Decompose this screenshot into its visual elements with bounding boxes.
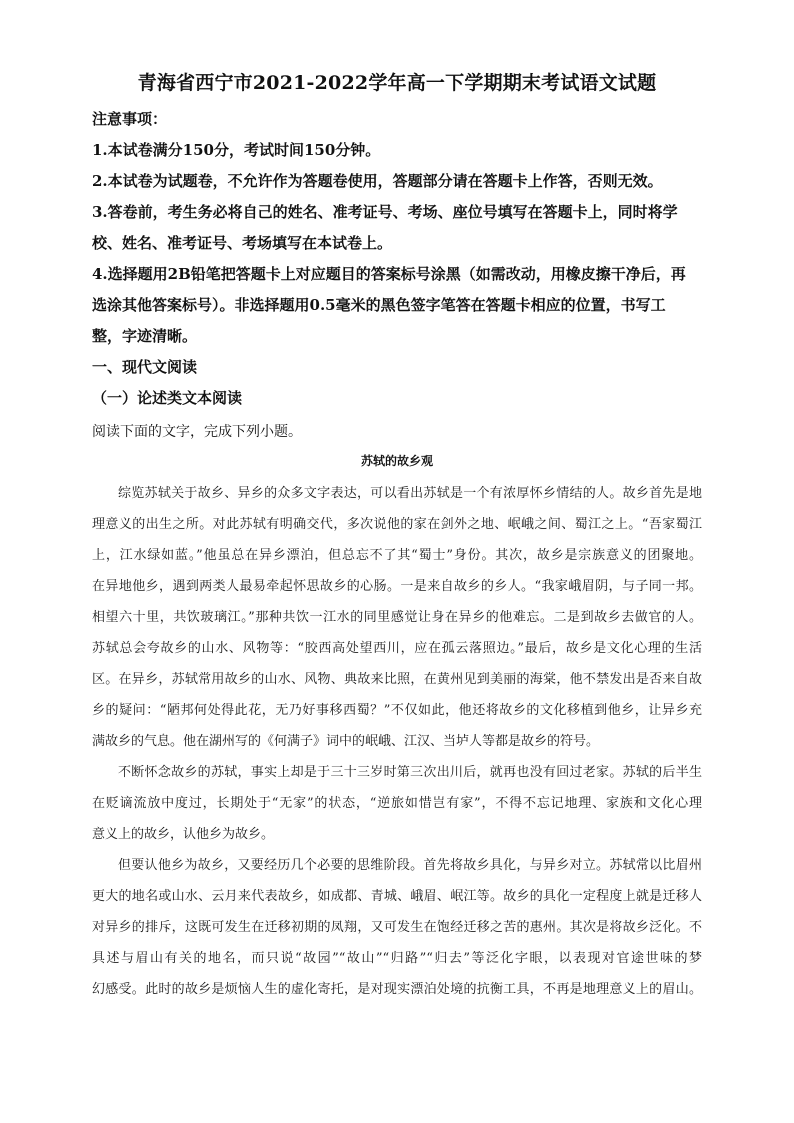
note-item: 4.选择题用2B铅笔把答题卡上对应题目的答案标号涂黑（如需改动，用橡皮擦干净后，再 xyxy=(92,265,686,283)
exam-notes xyxy=(92,104,712,414)
body-line: 满故乡的气息。他在湖州写的《何满子》词中的岷峨、江汉、当垆人等都是故乡的符号。 xyxy=(92,734,600,749)
body-line: 苏轼总会夸故乡的山水、风物等：“胶西高处望西川，应在孤云落照边。”最后，故乡是文化心理的生活 xyxy=(92,641,702,656)
body-line: 理意义的出生之所。对此苏轼有明确交代，多次说他的家在剑外之地、岷峨之间、蜀江之上。“吾家蜀江 xyxy=(92,517,702,532)
body-line: 乡的疑问：“陋邦何处得此花，无乃好事移西蜀？”不仅如此，他还将故乡的文化移植到他乡，让异乡充 xyxy=(92,703,702,718)
subsection-heading: （一）论述类文本阅读 xyxy=(92,389,243,407)
body-line: 上，江水绿如蓝。”他虽总在异乡漂泊，但总忘不了其“蜀士”身份。其次，故乡是宗族意义的团聚地。 xyxy=(92,548,702,563)
article-title: 苏轼的故乡观 xyxy=(360,454,433,468)
article-body xyxy=(92,478,702,1005)
body-line: 相望六十里，共饮玻璃江。”那种共饮一江水的同里感觉让身在异乡的他难忘。二是到故乡去做官的人。 xyxy=(92,610,702,625)
reading-instruction: 阅读下面的文字，完成下列小题。 xyxy=(92,424,302,440)
note-item: 1.本试卷满分150分，考试时间150分钟。 xyxy=(92,141,381,159)
body-line: 幻感受。此时的故乡是烦恼人生的虚化寄托，是对现实漂泊处境的抗衡工具，不再是地理意义上的眉山。 xyxy=(92,982,702,997)
page-title: 青海省西宁市2021-2022学年高一下学期期末考试语文试题 xyxy=(137,72,657,94)
note-item: 整，字迹清晰。 xyxy=(92,327,198,345)
section-heading: 一、现代文阅读 xyxy=(92,358,198,376)
body-line: 但要认他乡为故乡，又要经历几个必要的思维阶段。首先将故乡具化，与异乡对立。苏轼常以比眉州 xyxy=(118,858,702,873)
body-line: 区。在异乡，苏轼常用故乡的山水、风物、典故来比照，在黄州见到美丽的海棠，他不禁发出是否来自故 xyxy=(92,672,702,687)
body-line: 具述与眉山有关的地名，而只说“故园”“故山”“归路”“归去”等泛化字眼，以表现对官途世味的梦 xyxy=(92,951,702,966)
notes-heading: 注意事项： xyxy=(92,110,168,128)
body-line: 更大的地名或山水、云月来代表故乡，如成都、青城、峨眉、岷江等。故乡的具化一定程度上就是迁移人 xyxy=(92,889,702,904)
body-line: 意义上的故乡，认他乡为故乡。 xyxy=(92,827,275,842)
note-item: 选涂其他答案标号）。非选择题用0.5毫米的黑色签字笔答在答题卡相应的位置，书写工 xyxy=(92,296,666,314)
body-line: 对异乡的排斥，这既可发生在迁移初期的凤翔，又可发生在饱经迁移之苦的惠州。其次是将故乡泛化。不 xyxy=(92,920,702,935)
body-line: 在异地他乡，遇到两类人最易牵起怀思故乡的心肠。一是来自故乡的乡人。“我家峨眉阴，与子同一邦。 xyxy=(92,579,702,594)
note-item: 校、姓名、准考证号、考场填写在本试卷上。 xyxy=(92,234,393,252)
body-line: 综览苏轼关于故乡、异乡的众多文字表达，可以看出苏轼是一个有浓厚怀乡情结的人。故乡首先是地 xyxy=(118,486,702,501)
note-item: 3.答卷前，考生务必将自己的姓名、准考证号、考场、座位号填写在答题卡上，同时将学 xyxy=(92,203,678,221)
note-item: 2.本试卷为试题卷，不允许作为答题卷使用，答题部分请在答题卡上作答，否则无效。 xyxy=(92,172,663,190)
body-line: 在贬谪流放中度过，长期处于“无家”的状态，“逆旅如惜岂有家”，不得不忘记地理、家族和文化心理 xyxy=(92,796,702,811)
body-line: 不断怀念故乡的苏轼，事实上却是于三十三岁时第三次出川后，就再也没有回过老家。苏轼的后半生 xyxy=(118,765,702,780)
